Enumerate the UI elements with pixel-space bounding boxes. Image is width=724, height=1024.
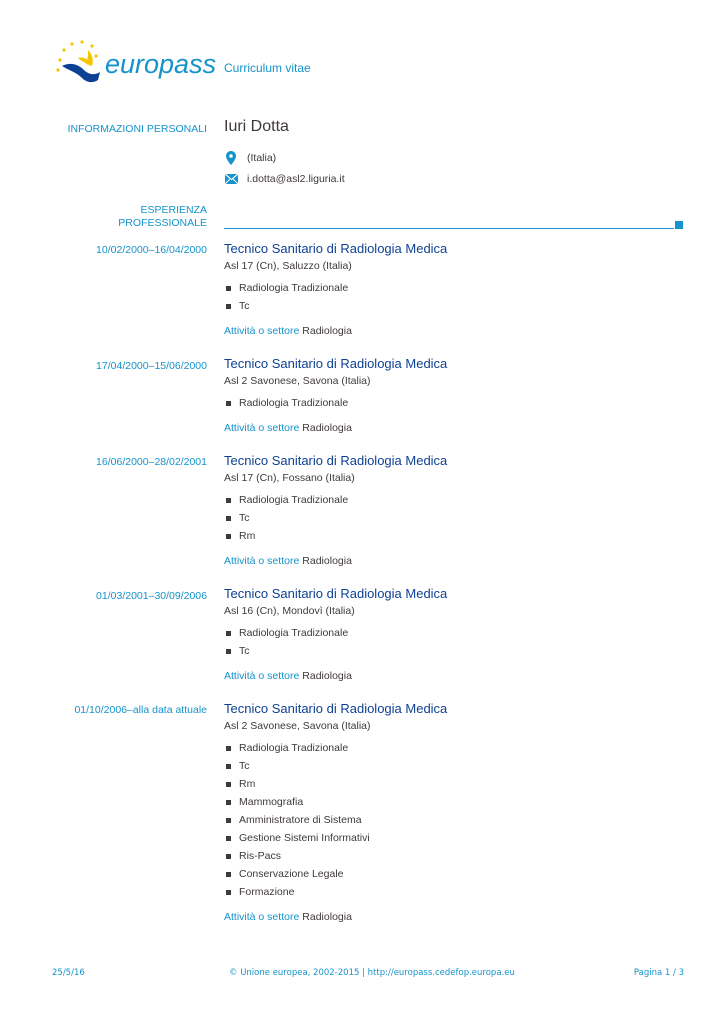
bullet-icon: [226, 401, 231, 406]
sector-label: Attività o settore: [224, 555, 300, 567]
bullet-icon: [226, 304, 231, 309]
task-item: Mammografia: [224, 793, 694, 811]
job-task-list: [224, 394, 694, 412]
bullet-icon: [226, 764, 231, 769]
bullet-icon: [226, 516, 231, 521]
job-task-list: [224, 739, 694, 901]
europass-logo-icon: [48, 36, 218, 92]
bullet-icon: [226, 818, 231, 823]
email-row: [224, 172, 345, 186]
task-item: Tc: [224, 757, 694, 775]
experience-section-label-line2: PROFESSIONALE: [118, 217, 207, 229]
task-item: Radiologia Tradizionale: [224, 624, 694, 642]
sector-value: Radiologia: [302, 422, 352, 434]
job-employer: Asl 17 (Cn), Fossano (Italia): [224, 472, 355, 484]
job-employer: Asl 2 Savonese, Savona (Italia): [224, 720, 371, 732]
job-employer: Asl 17 (Cn), Saluzzo (Italia): [224, 260, 352, 272]
europass-logo: [48, 36, 218, 92]
task-item: Formazione: [224, 883, 694, 901]
section-divider-square: [675, 221, 683, 229]
bullet-icon: [226, 854, 231, 859]
document-type-label: Curriculum vitae: [224, 61, 311, 75]
job-employer: Asl 16 (Cn), Mondovì (Italia): [224, 605, 355, 617]
job-employer: Asl 2 Savonese, Savona (Italia): [224, 375, 371, 387]
sector-value: Radiologia: [302, 555, 352, 567]
task-item: Amministratore di Sistema: [224, 811, 694, 829]
job-sector: [224, 911, 694, 923]
bullet-icon: [226, 746, 231, 751]
footer-date: 25/5/16: [52, 968, 85, 978]
email-link[interactable]: i.dotta@asl2.liguria.it: [247, 173, 345, 185]
job-sector: [224, 555, 694, 567]
job-title: Tecnico Sanitario di Radiologia Medica: [224, 356, 448, 371]
experience-section-label: [40, 204, 207, 230]
map-pin-icon: [224, 151, 238, 165]
job-entry: [224, 701, 694, 923]
task-item: Ris-Pacs: [224, 847, 694, 865]
bullet-icon: [226, 649, 231, 654]
job-date: 01/10/2006–alla data attuale: [74, 704, 207, 716]
task-item: Rm: [224, 775, 694, 793]
job-sector: [224, 422, 694, 434]
bullet-icon: [226, 836, 231, 841]
sector-value: Radiologia: [302, 325, 352, 337]
task-item: Tc: [224, 509, 694, 527]
experience-section-label-line1: ESPERIENZA: [140, 204, 207, 216]
footer-page-number: Pagina 1 / 3: [633, 968, 684, 978]
personal-info-section-label: INFORMAZIONI PERSONALI: [67, 123, 207, 135]
job-sector: [224, 325, 694, 337]
job-task-list: [224, 624, 694, 660]
sector-label: Attività o settore: [224, 670, 300, 682]
sector-label: Attività o settore: [224, 422, 300, 434]
bullet-icon: [226, 782, 231, 787]
job-entry: [224, 586, 694, 682]
sector-label: Attività o settore: [224, 325, 300, 337]
task-item: Conservazione Legale: [224, 865, 694, 883]
bullet-icon: [226, 890, 231, 895]
job-title: Tecnico Sanitario di Radiologia Medica: [224, 586, 448, 601]
job-title: Tecnico Sanitario di Radiologia Medica: [224, 241, 448, 256]
job-task-list: [224, 279, 694, 315]
job-task-list: [224, 491, 694, 545]
sector-value: Radiologia: [302, 670, 352, 682]
task-item: Radiologia Tradizionale: [224, 394, 694, 412]
task-item: Radiologia Tradizionale: [224, 491, 694, 509]
task-item: Tc: [224, 297, 694, 315]
sector-value: Radiologia: [302, 911, 352, 923]
job-date: 17/04/2000–15/06/2000: [96, 360, 207, 372]
bullet-icon: [226, 631, 231, 636]
person-name: Iuri Dotta: [224, 118, 289, 135]
task-item: Rm: [224, 527, 694, 545]
job-sector: [224, 670, 694, 682]
location-row: [224, 151, 276, 165]
job-entry: [224, 241, 694, 337]
svg-text:europass: europass: [105, 49, 217, 79]
task-item: Radiologia Tradizionale: [224, 739, 694, 757]
job-title: Tecnico Sanitario di Radiologia Medica: [224, 701, 448, 716]
job-date: 01/03/2001–30/09/2006: [96, 590, 207, 602]
task-item: Gestione Sistemi Informativi: [224, 829, 694, 847]
envelope-icon: [224, 172, 238, 186]
bullet-icon: [226, 872, 231, 877]
bullet-icon: [226, 534, 231, 539]
task-item: Tc: [224, 642, 694, 660]
job-date: 16/06/2000–28/02/2001: [96, 456, 207, 468]
bullet-icon: [226, 286, 231, 291]
task-item: Radiologia Tradizionale: [224, 279, 694, 297]
section-divider-line: [224, 228, 674, 229]
bullet-icon: [226, 498, 231, 503]
location-text: (Italia): [247, 152, 277, 164]
bullet-icon: [226, 800, 231, 805]
job-title: Tecnico Sanitario di Radiologia Medica: [224, 453, 448, 468]
job-date: 10/02/2000–16/04/2000: [96, 244, 207, 256]
job-entry: [224, 356, 694, 434]
job-entry: [224, 453, 694, 567]
footer-copyright: © Unione europea, 2002-2015 | http://europass.cedefop.europa.eu: [229, 968, 515, 978]
sector-label: Attività o settore: [224, 911, 300, 923]
